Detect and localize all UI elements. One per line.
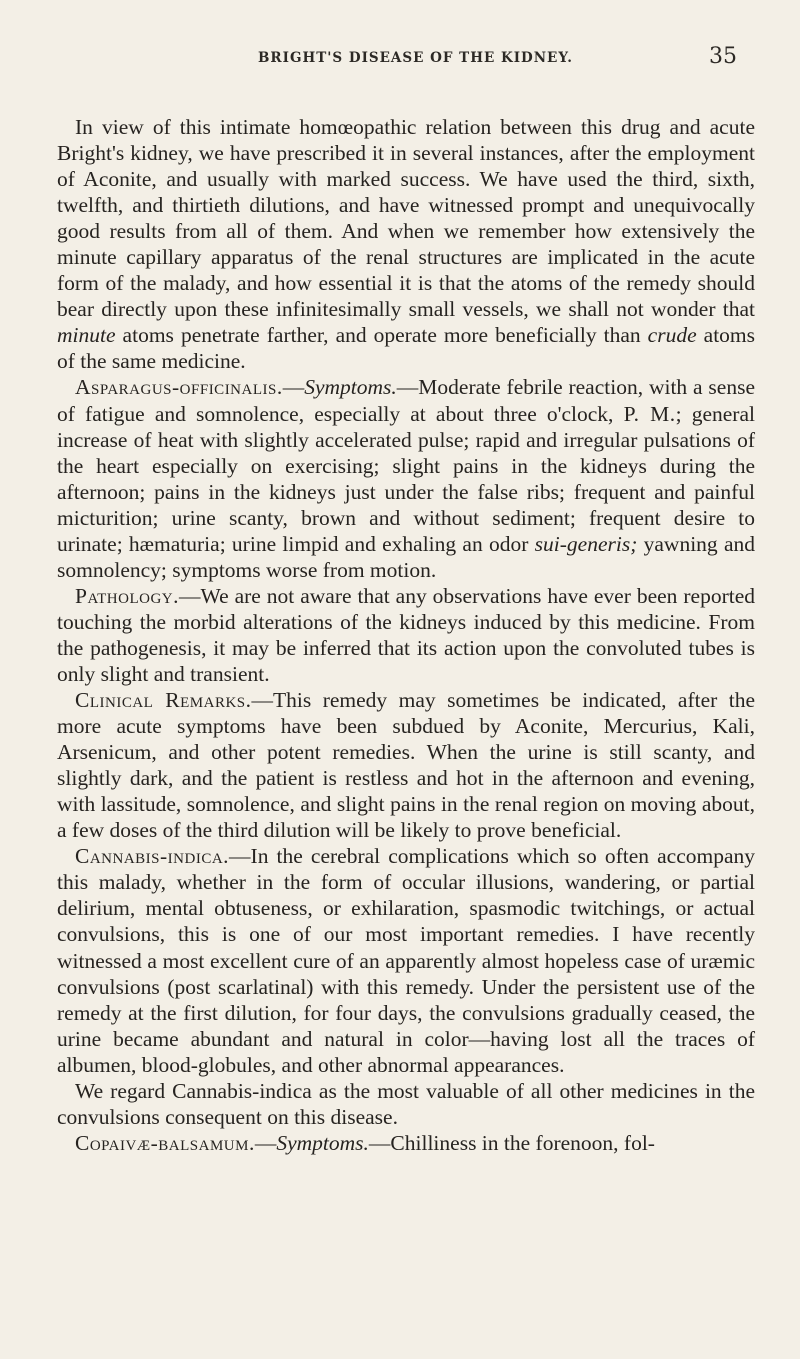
paragraph-asparagus: Asparagus-officinalis.—Symptoms.—Moderate febrile reaction, with a sense of fatigue and somnolence, especially at about three o'clock, P. M.; general increase of heat with slightly accelerated pulse; rapid and irregular pulsations of the heart especially on exercising; slight pains in the kidneys during the afternoon; pains in the kidneys just under the false ribs; frequent and painful micturition; urine scanty, brown and without sediment; frequent desire to urinate; hæmaturia; urine limpid and exhaling an odor sui-generis; yawning and somnolency; symptoms worse from motion.	[57, 375, 755, 582]
emphasis-sui-generis: sui-generis;	[534, 531, 638, 556]
running-head: BRIGHT'S DISEASE OF THE KIDNEY.	[258, 50, 573, 66]
time-pm: P. M.	[623, 401, 676, 426]
page-number: 35	[709, 44, 737, 69]
remedy-heading-copaivae: Copaivæ-balsamum.	[75, 1130, 255, 1155]
paragraph-cannabis-regard: We regard Cannabis-indica as the most valuable of all other medicines in the convulsions consequent on this disease.	[57, 1078, 755, 1129]
label-symptoms: Symptoms.	[304, 375, 397, 400]
section-heading-pathology: Pathology.	[75, 583, 179, 608]
paragraph-pathology: Pathology.—We are not aware that any observations have ever been reported touching the morbid alterations of the kidneys induced by this medicine. From the pathogenesis, it may be inferred that its action upon the convoluted tubes is only slight and transient.	[57, 583, 755, 686]
label-symptoms-copaivae: Symptoms.	[276, 1130, 369, 1155]
section-heading-clinical-remarks: Clinical Remarks.	[75, 688, 252, 713]
remedy-heading-asparagus: Asparagus-officinalis.	[75, 375, 283, 400]
paragraph-cannabis-indica: Cannabis-indica.—In the cerebral complications which so often accompany this malady, whether in the form of occular illusions, wandering, or partial delirium, mental obtuseness, or exhilaration, spasmodic twitchings, or actual convulsions, this is one of our most important remedies. I have recently witnessed a most excellent cure of an apparently almost hopeless case of uræmic convulsions (post scarlatinal) with this remedy. Under the persistent use of the remedy at the first dilution, for four days, the convulsions gradually ceased, the urine became abundant and natural in color—having lost all the traces of albumen, blood-globules, and other abnormal appearances.	[57, 844, 755, 1077]
remedy-heading-cannabis-indica: Cannabis-indica.	[75, 844, 230, 869]
paragraph-homoeopathic-relation: In view of this intimate homœopathic relation between this drug and acute Bright's kidney, we have prescribed it in several instances, after the employment of Aconite, and usually with marked success. We have used the third, sixth, twelfth, and thirtieth dilutions, and have witnessed prompt and unequivocally good results from all of them. And when we remember how extensively the minute capillary apparatus of the renal structures are implicated in the acute form of the malady, and how essential it is that the atoms of the remedy should bear directly upon these infinitesimally small vessels, we shall not wonder that minute atoms penetrate farther, and operate more beneficially than crude atoms of the same medicine.	[57, 115, 756, 374]
paragraph-clinical-remarks: Clinical Remarks.—This remedy may sometimes be indicated, after the more acute symptoms have been subdued by Aconite, Mercurius, Kali, Arsenicum, and other potent remedies. When the urine is still scanty, and slightly dark, and the patient is restless and hot in the afternoon and evening, with lassitude, somnolence, and slight pains in the renal region on moving about, a few doses of the third dilution will be likely to prove beneficial.	[57, 688, 755, 843]
paragraph-copaivae: Copaivæ-balsamum.—Symptoms.—Chilliness in the forenoon, fol-	[75, 1130, 655, 1155]
page-header	[0, 44, 800, 72]
emphasis-crude: crude	[647, 323, 697, 348]
body-text	[57, 114, 755, 1156]
emphasis-minute: minute	[57, 323, 116, 348]
